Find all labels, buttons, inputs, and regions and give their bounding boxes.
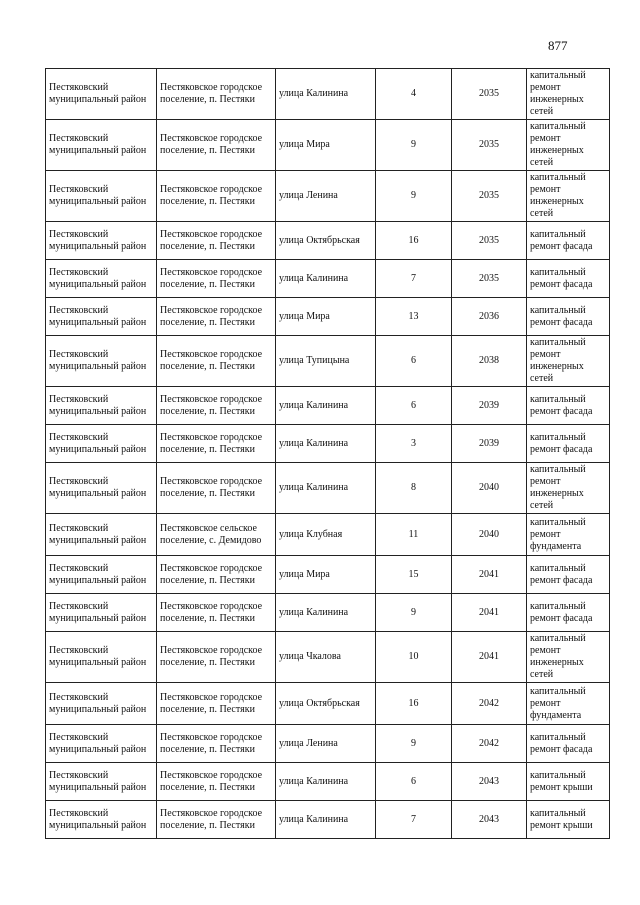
settlement-cell: Пестяковское городское поселение, п. Пестяки [157, 298, 276, 336]
repair-type-cell: капитальный ремонт инженерных сетей [527, 69, 610, 120]
house-number-cell: 16 [376, 683, 452, 725]
district-cell: Пестяковский муниципальный район [46, 425, 157, 463]
settlement-cell: Пестяковское городское поселение, п. Пестяки [157, 594, 276, 632]
street-cell: улица Мира [276, 120, 376, 171]
district-cell: Пестяковский муниципальный район [46, 594, 157, 632]
district-cell: Пестяковский муниципальный район [46, 632, 157, 683]
settlement-cell: Пестяковское городское поселение, п. Пестяки [157, 763, 276, 801]
street-cell: улица Калинина [276, 801, 376, 839]
district-cell: Пестяковский муниципальный район [46, 556, 157, 594]
table-row [46, 336, 610, 387]
settlement-cell: Пестяковское городское поселение, п. Пестяки [157, 556, 276, 594]
table-row [46, 801, 610, 839]
repair-type-cell: капитальный ремонт инженерных сетей [527, 463, 610, 514]
house-number-cell: 9 [376, 594, 452, 632]
repair-type-cell: капитальный ремонт фасада [527, 725, 610, 763]
year-cell: 2043 [452, 801, 527, 839]
house-number-cell: 9 [376, 171, 452, 222]
street-cell: улица Клубная [276, 514, 376, 556]
repair-type-cell: капитальный ремонт фасада [527, 556, 610, 594]
table-row [46, 298, 610, 336]
year-cell: 2039 [452, 387, 527, 425]
street-cell: улица Калинина [276, 594, 376, 632]
settlement-cell: Пестяковское городское поселение, п. Пестяки [157, 801, 276, 839]
repair-type-cell: капитальный ремонт фундамента [527, 683, 610, 725]
street-cell: улица Калинина [276, 387, 376, 425]
year-cell: 2041 [452, 556, 527, 594]
repair-type-cell: капитальный ремонт инженерных сетей [527, 120, 610, 171]
house-number-cell: 10 [376, 632, 452, 683]
year-cell: 2040 [452, 463, 527, 514]
district-cell: Пестяковский муниципальный район [46, 120, 157, 171]
district-cell: Пестяковский муниципальный район [46, 171, 157, 222]
table-row [46, 222, 610, 260]
settlement-cell: Пестяковское городское поселение, п. Пестяки [157, 632, 276, 683]
table-row [46, 387, 610, 425]
street-cell: улица Калинина [276, 763, 376, 801]
table-row [46, 514, 610, 556]
settlement-cell: Пестяковское городское поселение, п. Пестяки [157, 222, 276, 260]
house-number-cell: 7 [376, 260, 452, 298]
district-cell: Пестяковский муниципальный район [46, 801, 157, 839]
repair-type-cell: капитальный ремонт фасада [527, 298, 610, 336]
street-cell: улица Мира [276, 298, 376, 336]
street-cell: улица Тупицына [276, 336, 376, 387]
district-cell: Пестяковский муниципальный район [46, 514, 157, 556]
repair-type-cell: капитальный ремонт фасада [527, 594, 610, 632]
table-row [46, 463, 610, 514]
table-row [46, 632, 610, 683]
street-cell: улица Октябрьская [276, 222, 376, 260]
housing-repair-table [45, 68, 610, 839]
settlement-cell: Пестяковское городское поселение, п. Пестяки [157, 120, 276, 171]
settlement-cell: Пестяковское городское поселение, п. Пестяки [157, 387, 276, 425]
settlement-cell: Пестяковское городское поселение, п. Пестяки [157, 683, 276, 725]
repair-type-cell: капитальный ремонт фасада [527, 387, 610, 425]
year-cell: 2038 [452, 336, 527, 387]
house-number-cell: 9 [376, 725, 452, 763]
year-cell: 2036 [452, 298, 527, 336]
year-cell: 2039 [452, 425, 527, 463]
table-row [46, 260, 610, 298]
district-cell: Пестяковский муниципальный район [46, 336, 157, 387]
year-cell: 2035 [452, 171, 527, 222]
district-cell: Пестяковский муниципальный район [46, 387, 157, 425]
street-cell: улица Калинина [276, 260, 376, 298]
table-row [46, 763, 610, 801]
house-number-cell: 16 [376, 222, 452, 260]
year-cell: 2043 [452, 763, 527, 801]
year-cell: 2041 [452, 632, 527, 683]
settlement-cell: Пестяковское сельское поселение, с. Демидово [157, 514, 276, 556]
table-row [46, 683, 610, 725]
settlement-cell: Пестяковское городское поселение, п. Пестяки [157, 69, 276, 120]
house-number-cell: 15 [376, 556, 452, 594]
repair-type-cell: капитальный ремонт фасада [527, 425, 610, 463]
year-cell: 2041 [452, 594, 527, 632]
street-cell: улица Ленина [276, 171, 376, 222]
repair-type-cell: капитальный ремонт фасада [527, 260, 610, 298]
street-cell: улица Октябрьская [276, 683, 376, 725]
district-cell: Пестяковский муниципальный район [46, 463, 157, 514]
district-cell: Пестяковский муниципальный район [46, 260, 157, 298]
house-number-cell: 7 [376, 801, 452, 839]
year-cell: 2035 [452, 260, 527, 298]
district-cell: Пестяковский муниципальный район [46, 763, 157, 801]
table-row [46, 171, 610, 222]
district-cell: Пестяковский муниципальный район [46, 298, 157, 336]
house-number-cell: 8 [376, 463, 452, 514]
settlement-cell: Пестяковское городское поселение, п. Пестяки [157, 171, 276, 222]
year-cell: 2035 [452, 222, 527, 260]
repair-type-cell: капитальный ремонт инженерных сетей [527, 336, 610, 387]
district-cell: Пестяковский муниципальный район [46, 683, 157, 725]
street-cell: улица Калинина [276, 69, 376, 120]
house-number-cell: 3 [376, 425, 452, 463]
table-body [46, 69, 610, 839]
house-number-cell: 6 [376, 763, 452, 801]
street-cell: улица Калинина [276, 425, 376, 463]
table-row [46, 725, 610, 763]
district-cell: Пестяковский муниципальный район [46, 725, 157, 763]
settlement-cell: Пестяковское городское поселение, п. Пестяки [157, 425, 276, 463]
year-cell: 2040 [452, 514, 527, 556]
street-cell: улица Чкалова [276, 632, 376, 683]
repair-type-cell: капитальный ремонт инженерных сетей [527, 171, 610, 222]
settlement-cell: Пестяковское городское поселение, п. Пестяки [157, 463, 276, 514]
table-row [46, 425, 610, 463]
settlement-cell: Пестяковское городское поселение, п. Пестяки [157, 336, 276, 387]
district-cell: Пестяковский муниципальный район [46, 222, 157, 260]
district-cell: Пестяковский муниципальный район [46, 69, 157, 120]
repair-type-cell: капитальный ремонт крыши [527, 763, 610, 801]
street-cell: улица Ленина [276, 725, 376, 763]
table-row [46, 69, 610, 120]
page-number: 877 [548, 38, 568, 53]
house-number-cell: 13 [376, 298, 452, 336]
settlement-cell: Пестяковское городское поселение, п. Пестяки [157, 260, 276, 298]
house-number-cell: 9 [376, 120, 452, 171]
settlement-cell: Пестяковское городское поселение, п. Пестяки [157, 725, 276, 763]
table-row [46, 594, 610, 632]
year-cell: 2042 [452, 725, 527, 763]
year-cell: 2035 [452, 120, 527, 171]
repair-type-cell: капитальный ремонт фундамента [527, 514, 610, 556]
house-number-cell: 4 [376, 69, 452, 120]
house-number-cell: 6 [376, 336, 452, 387]
repair-type-cell: капитальный ремонт фасада [527, 222, 610, 260]
house-number-cell: 11 [376, 514, 452, 556]
table-row [46, 556, 610, 594]
year-cell: 2035 [452, 69, 527, 120]
year-cell: 2042 [452, 683, 527, 725]
table-row [46, 120, 610, 171]
street-cell: улица Мира [276, 556, 376, 594]
house-number-cell: 6 [376, 387, 452, 425]
repair-type-cell: капитальный ремонт инженерных сетей [527, 632, 610, 683]
repair-type-cell: капитальный ремонт крыши [527, 801, 610, 839]
street-cell: улица Калинина [276, 463, 376, 514]
